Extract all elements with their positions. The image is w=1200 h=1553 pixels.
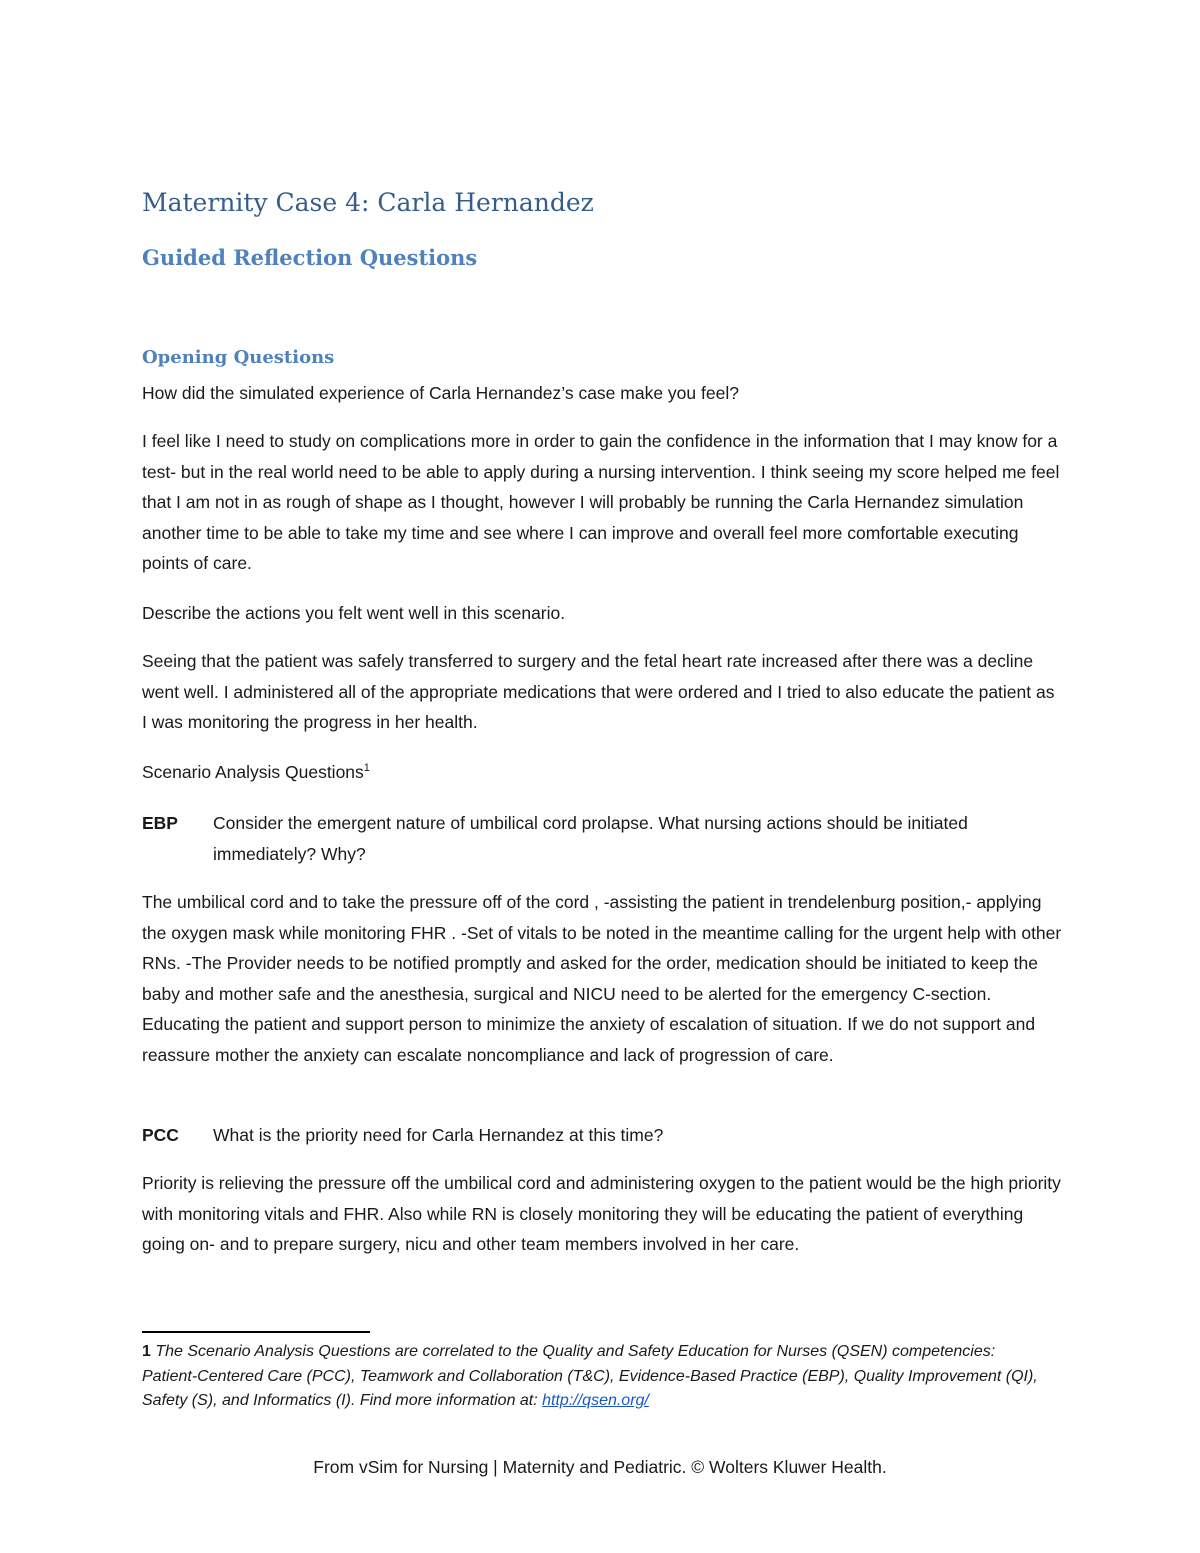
ebp-question: Consider the emergent nature of umbilical cord prolapse. What nursing actions should be initiated immediately? Why? — [213, 813, 968, 864]
opening-answer-1: I feel like I need to study on complications more in order to gain the confidence in the information that I may know for a test- but in the real world need to be able to apply during a nursing intervention. I think seeing my score helped me feel that I am not in as rough of shape as I thought, however I will probably be running the Carla Hernandez simulation another time to be able to take my time and see where I can improve and overall feel more comfortable executing points of care. — [142, 431, 1060, 573]
pcc-question: What is the priority need for Carla Hernandez at this time? — [213, 1125, 664, 1145]
page-title: Maternity Case 4: Carla Hernandez — [142, 188, 594, 217]
page-footer: From vSim for Nursing | Maternity and Pediatric. © Wolters Kluwer Health. — [313, 1457, 887, 1477]
opening-question-2: Describe the actions you felt went well in this scenario. — [142, 603, 566, 623]
footnote-ref: 1 — [363, 762, 370, 775]
pcc-answer: Priority is relieving the pressure off the umbilical cord and administering oxygen to the patient would be the high priority with monitoring vitals and FHR. Also while RN is closely monitoring they will be educating the patient of everything going on- and to prepare surgery, nicu and other team members involved in her care. — [142, 1173, 1061, 1254]
scenario-heading-text: Scenario Analysis Questions — [142, 762, 364, 782]
ebp-answer: The umbilical cord and to take the pressure off of the cord , -assisting the patient in trendelenburg position,- applying the oxygen mask while monitoring FHR . -Set of vitals to be noted in the meantime calling for the urgent help with other RNs. -The Provider needs to be notified promptly and asked for the order, medication should be initiated to keep the baby and mother safe and the anesthesia, surgical and NICU need to be alerted for the emergency C-section. Educating the patient and support person to minimize the anxiety of escalation of situation. If we do not support and reassure mother the anxiety can escalate noncompliance and lack of progression of care. — [142, 892, 1062, 1065]
page-subtitle: Guided Reflection Questions — [142, 245, 478, 270]
opening-question-1: How did the simulated experience of Carla Hernandez’s case make you feel? — [142, 383, 739, 403]
pcc-label: PCC — [142, 1125, 179, 1145]
ebp-question-row — [142, 808, 1062, 869]
ebp-label: EBP — [142, 813, 178, 833]
qsen-link[interactable]: http://qsen.org/ — [542, 1392, 649, 1409]
opening-answer-2: Seeing that the patient was safely transferred to surgery and the fetal heart rate increased after there was a decline went well. I administered all of the appropriate medications that were ordered and I tried to also educate the patient as I was monitoring the progress in her health. — [142, 651, 1055, 732]
footnote-text: The Scenario Analysis Questions are correlated to the Quality and Safety Education for Nurses (QSEN) competencies: Patient-Centered Care (PCC), Teamwork and Collaboration (T&C), Evidence-Based Practice (EBP), Quality Improvement (QI), Safety (S), and Informatics (I). Find more information at: — [142, 1343, 1038, 1409]
footnote-number: 1 — [142, 1343, 151, 1360]
pcc-question-row — [142, 1120, 1062, 1151]
scenario-analysis-heading — [142, 757, 1062, 788]
opening-questions-heading: Opening Questions — [142, 347, 335, 368]
footnote — [142, 1340, 1042, 1414]
footnote-divider — [142, 1331, 370, 1333]
